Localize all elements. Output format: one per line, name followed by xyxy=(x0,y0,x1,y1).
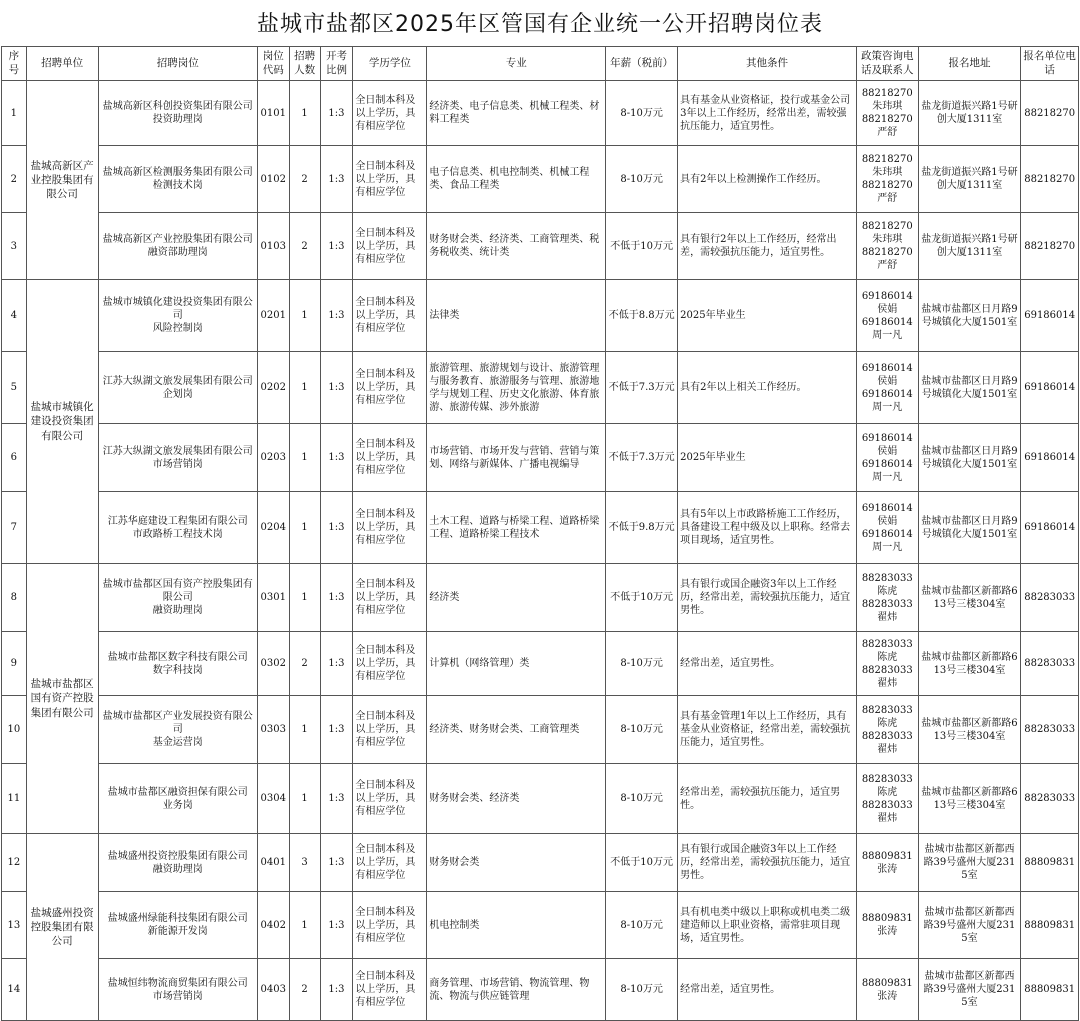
contact-line: 翟炜 xyxy=(877,743,898,755)
cell-major: 土木工程、道路与桥梁工程、道路桥梁工程、道路桥梁工程技术 xyxy=(427,492,606,564)
cell-phone: 69186014 xyxy=(1021,492,1079,564)
cell-address: 盐城市盐都区日月路9号城镇化大厦1501室 xyxy=(918,280,1021,352)
cell-address: 盐城市盐都区日月路9号城镇化大厦1501室 xyxy=(918,424,1021,492)
cell-contact xyxy=(856,834,918,892)
cell-address: 盐城市盐都区新都西路39号盛州大厦2315室 xyxy=(918,959,1021,1021)
table-row xyxy=(2,352,1079,424)
header-count: 招聘人数 xyxy=(289,47,320,81)
cell-edu: 全日制本科及以上学历，具有相应学位 xyxy=(353,834,427,892)
post-company: 盐城盛州绿能科技集团有限公司 xyxy=(107,913,248,924)
contact-line: 88283033 xyxy=(861,730,913,742)
post-title: 风险控制岗 xyxy=(152,323,203,334)
cell-count: 1 xyxy=(289,280,320,352)
cell-code: 0301 xyxy=(257,564,289,632)
table-row xyxy=(2,834,1079,892)
cell-other: 具有银行或国企融资3年以上工作经历，经常出差，需较强抗压能力，适宜男性。 xyxy=(678,834,857,892)
header-row xyxy=(2,47,1079,81)
cell-code: 0103 xyxy=(257,213,289,280)
cell-seq: 13 xyxy=(2,892,27,959)
cell-salary: 不低于7.3万元 xyxy=(606,424,678,492)
cell-post xyxy=(98,959,257,1021)
cell-edu: 全日制本科及以上学历，具有相应学位 xyxy=(353,696,427,764)
header-address: 报名地址 xyxy=(918,47,1021,81)
cell-code: 0303 xyxy=(257,696,289,764)
cell-contact xyxy=(856,146,918,213)
contact-line: 陈虎 xyxy=(877,717,898,729)
cell-salary: 8-10万元 xyxy=(606,81,678,146)
cell-salary: 8-10万元 xyxy=(606,892,678,959)
cell-phone: 88218270 xyxy=(1021,146,1079,213)
cell-seq: 6 xyxy=(2,424,27,492)
table-body xyxy=(2,81,1079,1021)
cell-salary: 不低于10万元 xyxy=(606,564,678,632)
contact-line: 88809831 xyxy=(861,850,913,862)
table-row xyxy=(2,280,1079,352)
cell-count: 1 xyxy=(289,492,320,564)
cell-code: 0101 xyxy=(257,81,289,146)
cell-salary: 8-10万元 xyxy=(606,632,678,696)
cell-ratio: 1:3 xyxy=(320,492,353,564)
contact-line: 69186014 xyxy=(861,290,913,302)
contact-line: 88283033 xyxy=(861,799,913,811)
cell-phone: 88809831 xyxy=(1021,834,1079,892)
contact-line: 张涛 xyxy=(877,990,898,1002)
post-title: 企划岗 xyxy=(162,388,193,400)
cell-code: 0302 xyxy=(257,632,289,696)
contact-line: 侯娟 xyxy=(877,375,898,387)
cell-seq: 3 xyxy=(2,213,27,280)
cell-other: 具有银行2年以上工作经历，经常出差，需较强抗压能力，适宜男性。 xyxy=(678,213,857,280)
cell-other: 具有机电类中级以上职称或机电类二级建造师以上职业资格，需常驻项目现场，适宜男性。 xyxy=(678,892,857,959)
cell-address: 盐城市盐都区新都西路39号盛州大厦2315室 xyxy=(918,892,1021,959)
post-title: 融资助理岗 xyxy=(152,605,203,616)
cell-contact xyxy=(856,492,918,564)
post-title: 融资助理岗 xyxy=(152,863,203,875)
cell-ratio: 1:3 xyxy=(320,696,353,764)
cell-ratio: 1:3 xyxy=(320,424,353,492)
table-row xyxy=(2,81,1079,146)
cell-edu: 全日制本科及以上学历，具有相应学位 xyxy=(353,280,427,352)
contact-line: 88809831 xyxy=(861,977,913,989)
cell-seq: 14 xyxy=(2,959,27,1021)
post-company: 江苏大纵湖文旅发展集团有限公司 xyxy=(102,375,253,387)
cell-contact xyxy=(856,892,918,959)
contact-line: 周一凡 xyxy=(872,401,903,413)
table-row xyxy=(2,564,1079,632)
header-other: 其他条件 xyxy=(678,47,857,81)
cell-count: 1 xyxy=(289,81,320,146)
cell-code: 0402 xyxy=(257,892,289,959)
post-company: 盐城市城镇化建设投资集团有限公司 xyxy=(102,297,253,321)
header-edu: 学历学位 xyxy=(353,47,427,81)
cell-major: 经济类、电子信息类、机械工程类、材料工程类 xyxy=(427,81,606,146)
cell-phone: 69186014 xyxy=(1021,280,1079,352)
post-title: 数字科技岗 xyxy=(152,664,203,676)
table-row xyxy=(2,424,1079,492)
cell-phone: 88218270 xyxy=(1021,213,1079,280)
cell-major: 经济类、财务财会类、工商管理类 xyxy=(427,696,606,764)
contact-line: 69186014 xyxy=(861,316,913,328)
contact-line: 69186014 xyxy=(861,432,913,444)
cell-post xyxy=(98,352,257,424)
cell-address: 盐城市盐都区新都路613号三楼304室 xyxy=(918,632,1021,696)
contact-line: 朱玮琪 xyxy=(872,234,903,245)
post-company: 盐城市盐都区产业发展投资有限公司 xyxy=(102,711,253,735)
cell-major: 经济类 xyxy=(427,564,606,632)
cell-salary: 不低于10万元 xyxy=(606,213,678,280)
cell-other: 2025年毕业生 xyxy=(678,280,857,352)
table-row xyxy=(2,213,1079,280)
cell-salary: 8-10万元 xyxy=(606,146,678,213)
cell-contact xyxy=(856,764,918,834)
cell-count: 2 xyxy=(289,632,320,696)
table-row xyxy=(2,696,1079,764)
contact-line: 88218270 xyxy=(861,221,913,232)
cell-salary: 不低于7.3万元 xyxy=(606,352,678,424)
post-company: 江苏大纵湖文旅发展集团有限公司 xyxy=(102,445,253,457)
post-company: 盐城市盐都区数字科技有限公司 xyxy=(107,651,248,663)
cell-major: 机电控制类 xyxy=(427,892,606,959)
cell-count: 2 xyxy=(289,959,320,1021)
cell-other: 具有基金管理1年以上工作经历，具有基金从业资格证，经常出差，需较强抗压能力，适宜男性。 xyxy=(678,696,857,764)
contact-line: 陈虎 xyxy=(877,585,898,597)
header-salary: 年薪（税前） xyxy=(606,47,678,81)
cell-post xyxy=(98,81,257,146)
cell-post xyxy=(98,213,257,280)
cell-contact xyxy=(856,632,918,696)
cell-phone: 88283033 xyxy=(1021,764,1079,834)
cell-ratio: 1:3 xyxy=(320,564,353,632)
cell-post xyxy=(98,424,257,492)
cell-post xyxy=(98,632,257,696)
cell-salary: 不低于8.8万元 xyxy=(606,280,678,352)
cell-other: 经常出差，需较强抗压能力，适宜男性。 xyxy=(678,764,857,834)
cell-other: 具有2年以上检测操作工作经历。 xyxy=(678,146,857,213)
cell-major: 商务管理、市场营销、物流管理、物流、物流与供应链管理 xyxy=(427,959,606,1021)
table-row xyxy=(2,764,1079,834)
cell-address: 盐城市盐都区日月路9号城镇化大厦1501室 xyxy=(918,492,1021,564)
cell-other: 具有基金从业资格证，投行或基金公司3年以上工作经历，经常出差，需较强抗压能力，适宜男性。 xyxy=(678,81,857,146)
cell-code: 0204 xyxy=(257,492,289,564)
cell-seq: 7 xyxy=(2,492,27,564)
cell-major: 旅游管理、旅游规划与设计、旅游管理与服务教育、旅游服务与管理、旅游地学与规划工程、历史文化旅游、体育旅游、旅游传媒、涉外旅游 xyxy=(427,352,606,424)
cell-seq: 5 xyxy=(2,352,27,424)
contact-line: 88218270 xyxy=(861,180,913,191)
cell-count: 1 xyxy=(289,892,320,959)
cell-ratio: 1:3 xyxy=(320,352,353,424)
cell-salary: 不低于9.8万元 xyxy=(606,492,678,564)
contact-line: 张涛 xyxy=(877,926,898,937)
post-title: 基金运营岗 xyxy=(152,737,203,748)
contact-line: 翟炜 xyxy=(877,812,898,824)
post-company: 盐城高新区产业控股集团有限公司 xyxy=(102,234,253,245)
cell-post xyxy=(98,280,257,352)
cell-other: 2025年毕业生 xyxy=(678,424,857,492)
cell-address: 盐城市盐都区新都路613号三楼304室 xyxy=(918,764,1021,834)
cell-other: 具有2年以上相关工作经历。 xyxy=(678,352,857,424)
contact-line: 朱玮琪 xyxy=(872,101,903,112)
contact-line: 88809831 xyxy=(861,913,913,924)
post-title: 融资部助理岗 xyxy=(147,247,208,258)
header-unit: 招聘单位 xyxy=(26,47,98,81)
post-company: 盐城高新区科创投资集团有限公司 xyxy=(102,101,253,112)
cell-major: 计算机（网络管理）类 xyxy=(427,632,606,696)
table-row xyxy=(2,492,1079,564)
contact-line: 周一凡 xyxy=(872,471,903,483)
post-company: 盐城市盐都区融资担保有限公司 xyxy=(107,786,248,798)
cell-count: 1 xyxy=(289,352,320,424)
post-title: 业务岗 xyxy=(162,799,193,811)
contact-line: 朱玮琪 xyxy=(872,167,903,178)
cell-seq: 4 xyxy=(2,280,27,352)
cell-post xyxy=(98,564,257,632)
cell-seq: 2 xyxy=(2,146,27,213)
cell-address: 盐城市盐都区新都西路39号盛州大厦2315室 xyxy=(918,834,1021,892)
contact-line: 69186014 xyxy=(861,388,913,400)
post-company: 盐城盛州投资控股集团有限公司 xyxy=(107,850,248,862)
cell-seq: 8 xyxy=(2,564,27,632)
cell-edu: 全日制本科及以上学历，具有相应学位 xyxy=(353,146,427,213)
cell-edu: 全日制本科及以上学历，具有相应学位 xyxy=(353,764,427,834)
cell-phone: 69186014 xyxy=(1021,352,1079,424)
cell-major: 财务财会类、经济类 xyxy=(427,764,606,834)
header-code: 岗位代码 xyxy=(257,47,289,81)
contact-line: 88283033 xyxy=(861,572,913,584)
header-ratio: 开考比例 xyxy=(320,47,353,81)
cell-phone: 88283033 xyxy=(1021,632,1079,696)
cell-ratio: 1:3 xyxy=(320,213,353,280)
cell-ratio: 1:3 xyxy=(320,959,353,1021)
contact-line: 69186014 xyxy=(861,528,913,540)
cell-code: 0401 xyxy=(257,834,289,892)
cell-edu: 全日制本科及以上学历，具有相应学位 xyxy=(353,352,427,424)
contact-line: 88218270 xyxy=(861,247,913,258)
post-title: 投资助理岗 xyxy=(152,114,203,125)
cell-seq: 12 xyxy=(2,834,27,892)
contact-line: 88283033 xyxy=(861,773,913,785)
cell-post xyxy=(98,696,257,764)
cell-contact xyxy=(856,280,918,352)
cell-count: 1 xyxy=(289,424,320,492)
cell-phone: 88283033 xyxy=(1021,564,1079,632)
cell-address: 盐城市盐都区新都路613号三楼304室 xyxy=(918,696,1021,764)
cell-contact xyxy=(856,696,918,764)
header-seq: 序号 xyxy=(2,47,27,81)
cell-edu: 全日制本科及以上学历，具有相应学位 xyxy=(353,632,427,696)
cell-salary: 8-10万元 xyxy=(606,696,678,764)
cell-contact xyxy=(856,352,918,424)
cell-contact xyxy=(856,959,918,1021)
cell-post xyxy=(98,146,257,213)
cell-ratio: 1:3 xyxy=(320,834,353,892)
cell-code: 0203 xyxy=(257,424,289,492)
cell-unit: 盐城盛州投资控股集团有限公司 xyxy=(26,834,98,1021)
cell-other: 具有5年以上市政路桥施工工作经历，具备建设工程中级及以上职称。经常去项目现场，适宜男性。 xyxy=(678,492,857,564)
contact-line: 侯娟 xyxy=(877,515,898,527)
cell-seq: 11 xyxy=(2,764,27,834)
header-major: 专业 xyxy=(427,47,606,81)
cell-post xyxy=(98,834,257,892)
contact-line: 69186014 xyxy=(861,502,913,514)
contact-line: 88218270 xyxy=(861,114,913,125)
cell-contact xyxy=(856,81,918,146)
contact-line: 88283033 xyxy=(861,638,913,650)
cell-edu: 全日制本科及以上学历，具有相应学位 xyxy=(353,213,427,280)
cell-major: 法律类 xyxy=(427,280,606,352)
contact-line: 翟炜 xyxy=(877,611,898,623)
contact-line: 侯娟 xyxy=(877,445,898,457)
contact-line: 张涛 xyxy=(877,863,898,875)
post-company: 盐城恒纬物流商贸集团有限公司 xyxy=(107,977,248,989)
post-title: 市政路桥工程技术岗 xyxy=(132,528,223,540)
contact-line: 88218270 xyxy=(861,88,913,99)
contact-line: 88218270 xyxy=(861,154,913,165)
cell-unit: 盐城市盐都区国有资产控股集团有限公司 xyxy=(26,564,98,834)
contact-line: 69186014 xyxy=(861,362,913,374)
cell-code: 0202 xyxy=(257,352,289,424)
contact-line: 88283033 xyxy=(861,598,913,610)
cell-contact xyxy=(856,424,918,492)
cell-major: 财务财会类 xyxy=(427,834,606,892)
contact-line: 周一凡 xyxy=(872,541,903,553)
contact-line: 陈虎 xyxy=(877,786,898,798)
cell-address: 盐龙街道振兴路1号研创大厦1311室 xyxy=(918,146,1021,213)
post-title: 新能源开发岗 xyxy=(147,926,208,937)
post-company: 盐城市盐都区国有资产控股集团有限公司 xyxy=(102,579,253,603)
cell-seq: 9 xyxy=(2,632,27,696)
contact-line: 翟炜 xyxy=(877,677,898,689)
post-company: 江苏华庭建设工程集团有限公司 xyxy=(107,515,248,527)
cell-edu: 全日制本科及以上学历，具有相应学位 xyxy=(353,892,427,959)
cell-count: 1 xyxy=(289,564,320,632)
cell-major: 市场营销、市场开发与营销、营销与策划、网络与新媒体、广播电视编导 xyxy=(427,424,606,492)
cell-code: 0304 xyxy=(257,764,289,834)
post-title: 检测技术岗 xyxy=(152,180,203,191)
cell-post xyxy=(98,764,257,834)
contact-line: 88283033 xyxy=(861,704,913,716)
cell-code: 0403 xyxy=(257,959,289,1021)
contact-line: 陈虎 xyxy=(877,651,898,663)
cell-salary: 8-10万元 xyxy=(606,764,678,834)
cell-address: 盐龙街道振兴路1号研创大厦1311室 xyxy=(918,81,1021,146)
table-row xyxy=(2,632,1079,696)
cell-other: 经常出差，适宜男性。 xyxy=(678,632,857,696)
contact-line: 严舒 xyxy=(877,193,898,204)
post-title: 市场营销岗 xyxy=(152,458,203,470)
cell-major: 财务财会类、经济类、工商管理类、税务税收类、统计类 xyxy=(427,213,606,280)
cell-edu: 全日制本科及以上学历，具有相应学位 xyxy=(353,959,427,1021)
cell-ratio: 1:3 xyxy=(320,146,353,213)
contact-line: 69186014 xyxy=(861,458,913,470)
table-row xyxy=(2,892,1079,959)
cell-ratio: 1:3 xyxy=(320,632,353,696)
cell-phone: 88218270 xyxy=(1021,81,1079,146)
cell-seq: 10 xyxy=(2,696,27,764)
header-phone: 报名单位电话 xyxy=(1021,47,1079,81)
cell-ratio: 1:3 xyxy=(320,280,353,352)
header-post: 招聘岗位 xyxy=(98,47,257,81)
cell-salary: 8-10万元 xyxy=(606,959,678,1021)
cell-other: 具有银行或国企融资3年以上工作经历，经常出差，需较强抗压能力，适宜男性。 xyxy=(678,564,857,632)
cell-code: 0201 xyxy=(257,280,289,352)
contact-line: 88283033 xyxy=(861,664,913,676)
cell-count: 3 xyxy=(289,834,320,892)
cell-post xyxy=(98,892,257,959)
cell-contact xyxy=(856,564,918,632)
cell-other: 经常出差，适宜男性。 xyxy=(678,959,857,1021)
contact-line: 严舒 xyxy=(877,127,898,138)
cell-count: 1 xyxy=(289,696,320,764)
table-row xyxy=(2,959,1079,1021)
cell-salary: 不低于10万元 xyxy=(606,834,678,892)
contact-line: 周一凡 xyxy=(872,329,903,341)
table-row xyxy=(2,146,1079,213)
cell-phone: 88809831 xyxy=(1021,959,1079,1021)
cell-address: 盐城市盐都区日月路9号城镇化大厦1501室 xyxy=(918,352,1021,424)
cell-count: 2 xyxy=(289,146,320,213)
page-title: 盐城市盐都区2025年区管国有企业统一公开招聘岗位表 xyxy=(257,12,823,37)
cell-address: 盐龙街道振兴路1号研创大厦1311室 xyxy=(918,213,1021,280)
contact-line: 侯娟 xyxy=(877,303,898,315)
cell-edu: 全日制本科及以上学历，具有相应学位 xyxy=(353,81,427,146)
cell-seq: 1 xyxy=(2,81,27,146)
cell-ratio: 1:3 xyxy=(320,892,353,959)
header-contact: 政策咨询电话及联系人 xyxy=(856,47,918,81)
cell-major: 电子信息类、机电控制类、机械工程类、食品工程类 xyxy=(427,146,606,213)
cell-phone: 88283033 xyxy=(1021,696,1079,764)
cell-unit: 盐城市城镇化建设投资集团有限公司 xyxy=(26,280,98,564)
post-title: 市场营销岗 xyxy=(152,990,203,1002)
cell-phone: 69186014 xyxy=(1021,424,1079,492)
cell-phone: 88809831 xyxy=(1021,892,1079,959)
cell-count: 1 xyxy=(289,764,320,834)
cell-edu: 全日制本科及以上学历，具有相应学位 xyxy=(353,564,427,632)
post-company: 盐城高新区检测服务集团有限公司 xyxy=(102,167,253,178)
cell-post xyxy=(98,492,257,564)
cell-count: 2 xyxy=(289,213,320,280)
cell-address: 盐城市盐都区新都路613号三楼304室 xyxy=(918,564,1021,632)
contact-line: 严舒 xyxy=(877,260,898,271)
cell-ratio: 1:3 xyxy=(320,764,353,834)
cell-code: 0102 xyxy=(257,146,289,213)
cell-ratio: 1:3 xyxy=(320,81,353,146)
cell-edu: 全日制本科及以上学历，具有相应学位 xyxy=(353,424,427,492)
cell-edu: 全日制本科及以上学历，具有相应学位 xyxy=(353,492,427,564)
cell-unit: 盐城高新区产业控股集团有限公司 xyxy=(26,81,98,280)
recruitment-table xyxy=(1,46,1079,1021)
cell-contact xyxy=(856,213,918,280)
